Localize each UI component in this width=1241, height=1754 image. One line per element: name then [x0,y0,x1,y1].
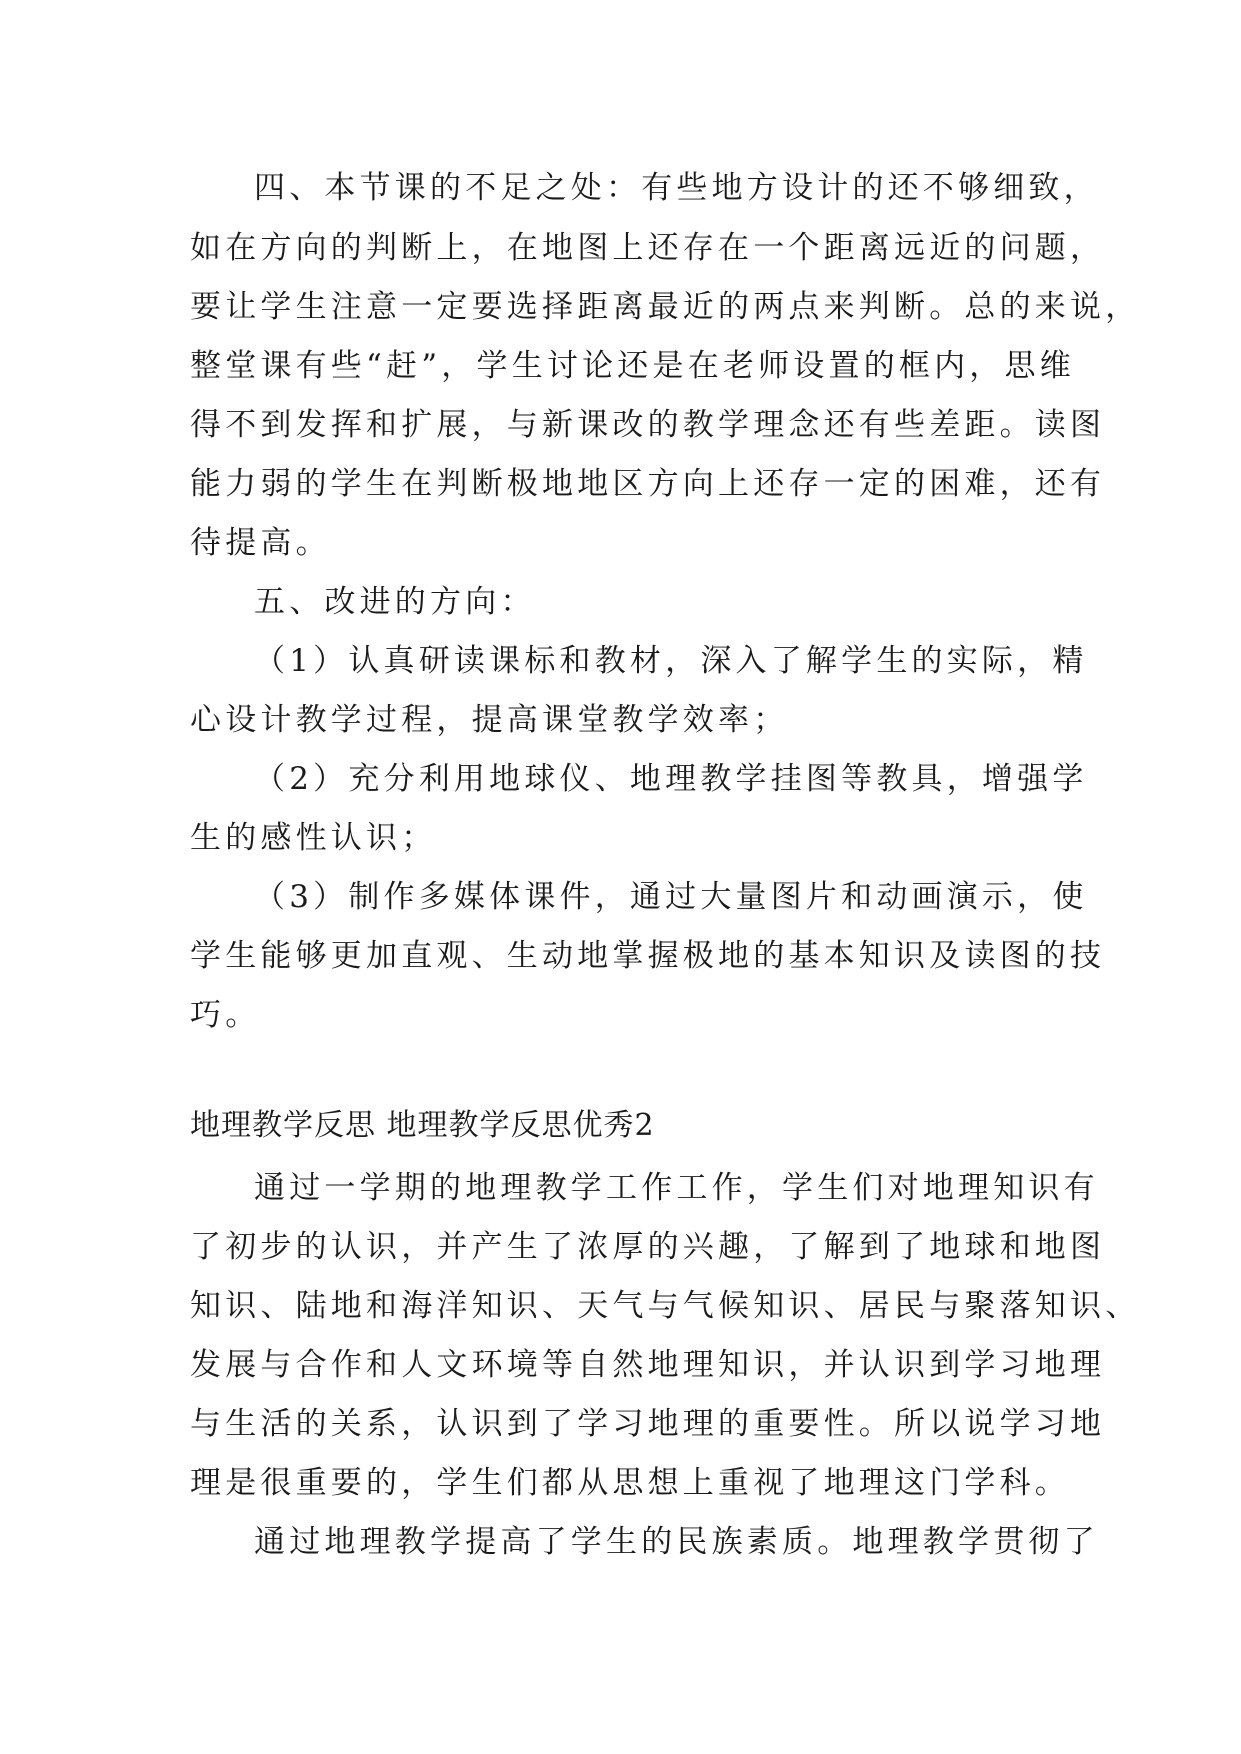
section5-item2-line-2: 生的感性认识； [190,820,437,856]
section4-line-3: 要让学生注意一定要选择距离最近的两点来判断。总的来说， [190,289,1141,325]
article2-para1-line-6: 理是很重要的，学生们都从思想上重视了地理这门学科。 [190,1465,1070,1501]
section4-line-6: 能力弱的学生在判断极地地区方向上还存一定的困难，还有 [190,466,1106,502]
section4-line-1: 四、本节课的不足之处：有些地方设计的还不够细致， [254,170,1099,206]
article2-heading: 地理教学反思 地理教学反思优秀2 [190,1108,655,1143]
section5-title: 五、改进的方向： [254,584,536,620]
section4-line-5: 得不到发挥和扩展，与新课改的教学理念还有些差距。读图 [190,407,1106,443]
article2-para1-line-5: 与生活的关系，认识到了学习地理的重要性。所以说学习地 [190,1406,1106,1442]
article2-para1-line-4: 发展与合作和人文环境等自然地理知识，并认识到学习地理 [190,1347,1106,1383]
section4-line-4: 整堂课有些“赶”，学生讨论还是在老师设置的框内，思维 [190,348,1075,384]
article2-para2-line-1: 通过地理教学提高了学生的民族素质。地理教学贯彻了 [254,1524,1099,1560]
section4-line-2: 如在方向的判断上，在地图上还存在一个距离远近的问题， [190,230,1106,266]
section5-item1-line-1: （1）认真研读课标和教材，深入了解学生的实际，精 [254,643,1088,679]
section5-item3-line-2: 学生能够更加直观、生动地掌握极地的基本知识及读图的技 [190,938,1106,974]
section4-line-7: 待提高。 [190,525,331,561]
article2-para1-line-2: 了初步的认识，并产生了浓厚的兴趣，了解到了地球和地图 [190,1229,1106,1265]
section5-item1-line-2: 心设计教学过程，提高课堂教学效率； [190,702,789,738]
article2-para1-line-1: 通过一学期的地理教学工作工作，学生们对地理知识有 [254,1170,1099,1206]
section5-item2-line-1: （2）充分利用地球仪、地理教学挂图等教具，增强学 [254,761,1088,797]
article2-para1-line-3: 知识、陆地和海洋知识、天气与气候知识、居民与聚落知识、 [190,1288,1141,1324]
section5-item3-line-3: 巧。 [190,997,261,1033]
section5-item3-line-1: （3）制作多媒体课件，通过大量图片和动画演示，使 [254,879,1088,915]
